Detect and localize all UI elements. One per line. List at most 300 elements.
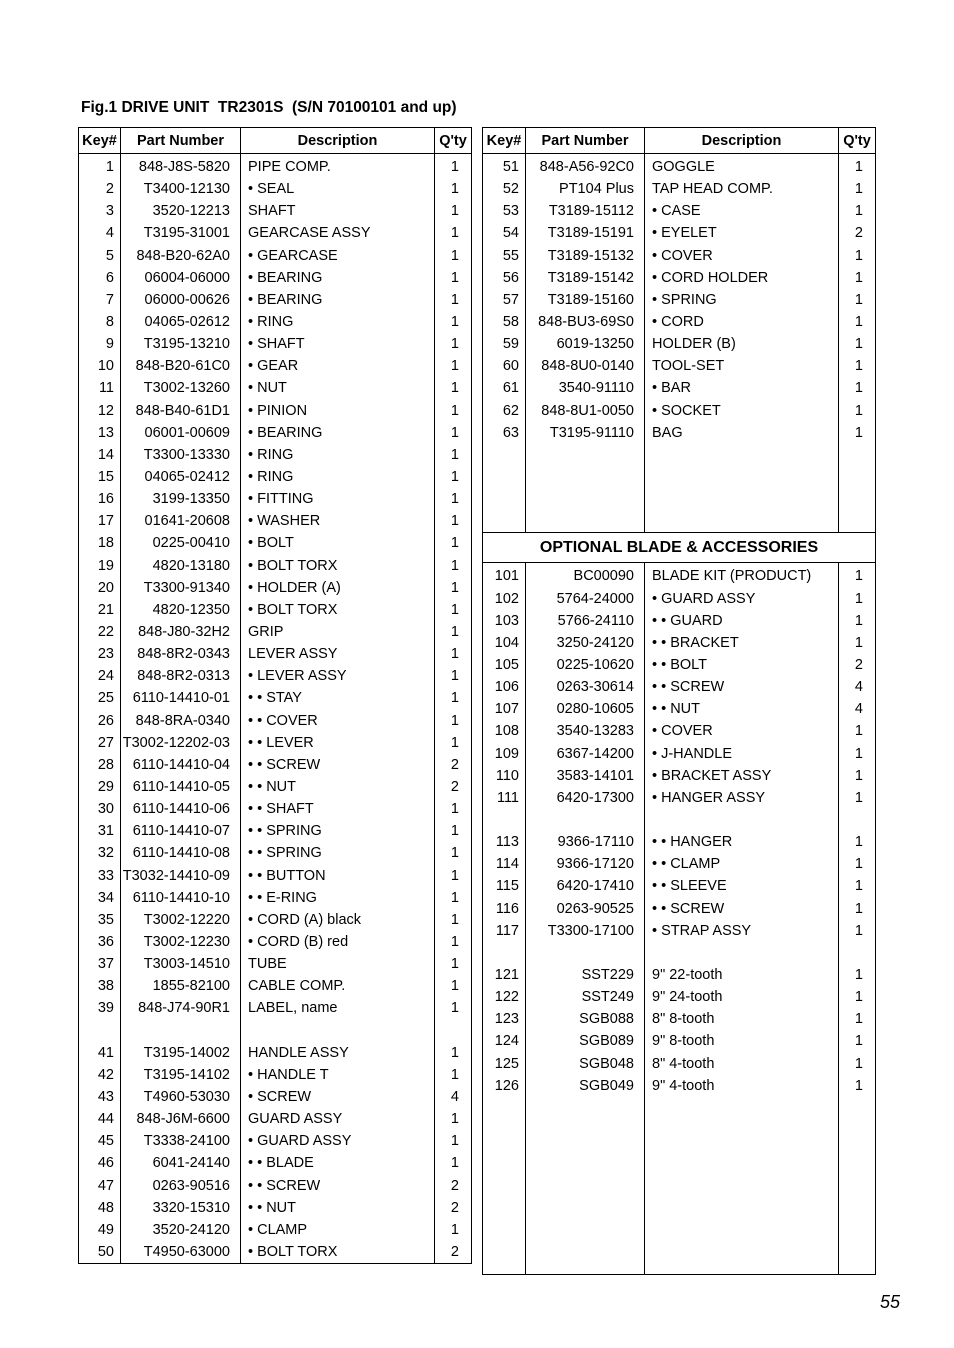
table-row (79, 154, 472, 179)
table-row (79, 422, 472, 444)
table-row (79, 997, 472, 1019)
table-row (79, 887, 472, 909)
cell-part-number: 6110-14410-07 (121, 820, 241, 842)
cell-part-number (526, 1163, 645, 1185)
table-row (79, 444, 472, 466)
cell-part-number: 3520-24120 (121, 1219, 241, 1241)
table-row (483, 1141, 876, 1163)
cell-qty: 1 (839, 898, 876, 920)
cell-qty: 1 (435, 798, 472, 820)
cell-qty: 1 (839, 986, 876, 1008)
cell-qty: 1 (435, 710, 472, 732)
cell-qty: 1 (435, 865, 472, 887)
cell-description: 9" 4-tooth (645, 1075, 839, 1097)
cell-key: 57 (483, 289, 526, 311)
cell-qty: 4 (839, 676, 876, 698)
cell-part-number: 4820-12350 (121, 599, 241, 621)
cell-qty (839, 444, 876, 466)
cell-qty: 1 (839, 377, 876, 399)
cell-description: • • BLADE (241, 1152, 435, 1174)
cell-part-number: 0263-90516 (121, 1174, 241, 1196)
cell-key: 33 (79, 865, 121, 887)
cell-part-number: T3300-91340 (121, 577, 241, 599)
cell-qty (839, 1141, 876, 1163)
table-row (79, 798, 472, 820)
table-row (483, 853, 876, 875)
cell-key: 44 (79, 1108, 121, 1130)
cell-qty: 1 (435, 400, 472, 422)
cell-description (645, 444, 839, 466)
cell-description: • BEARING (241, 422, 435, 444)
cell-key: 27 (79, 732, 121, 754)
cell-key: 4 (79, 222, 121, 244)
cell-qty: 2 (435, 1197, 472, 1219)
cell-description: • BEARING (241, 289, 435, 311)
cell-part-number (526, 1252, 645, 1275)
table-row (483, 1119, 876, 1141)
column-header-qty: Q'ty (839, 128, 876, 154)
cell-description: • • LEVER (241, 732, 435, 754)
table-row (79, 1042, 472, 1064)
table-row (483, 588, 876, 610)
cell-description: LEVER ASSY (241, 643, 435, 665)
table-row (79, 710, 472, 732)
cell-part-number: SGB048 (526, 1052, 645, 1074)
cell-part-number: 6110-14410-05 (121, 776, 241, 798)
cell-part-number: 848-8RA-0340 (121, 710, 241, 732)
cell-part-number: 848-B20-62A0 (121, 245, 241, 267)
cell-key: 103 (483, 610, 526, 632)
cell-description: • GUARD ASSY (241, 1130, 435, 1152)
column-header-part-number: Part Number (526, 128, 645, 154)
cell-qty: 1 (435, 643, 472, 665)
cell-description: LABEL, name (241, 997, 435, 1019)
cell-key: 29 (79, 776, 121, 798)
cell-key (483, 809, 526, 831)
cell-description: • • HANGER (645, 831, 839, 853)
cell-part-number: 0280-10605 (526, 698, 645, 720)
cell-part-number (526, 1097, 645, 1119)
cell-part-number: SGB088 (526, 1008, 645, 1030)
cell-key: 109 (483, 743, 526, 765)
cell-key (483, 488, 526, 510)
table-row (483, 920, 876, 942)
cell-description: • • NUT (645, 698, 839, 720)
cell-part-number: 01641-20608 (121, 510, 241, 532)
cell-description: • SOCKET (645, 400, 839, 422)
cell-key: 36 (79, 931, 121, 953)
cell-part-number: 848-B20-61C0 (121, 355, 241, 377)
cell-description: • • SCREW (645, 898, 839, 920)
cell-description: BLADE KIT (PRODUCT) (645, 563, 839, 588)
cell-key: 9 (79, 333, 121, 355)
cell-part-number: SST249 (526, 986, 645, 1008)
cell-part-number (526, 444, 645, 466)
cell-description: • CASE (645, 200, 839, 222)
cell-key: 122 (483, 986, 526, 1008)
cell-qty (839, 488, 876, 510)
cell-part-number: 0225-00410 (121, 532, 241, 554)
cell-key: 111 (483, 787, 526, 809)
table-row (79, 820, 472, 842)
cell-qty: 1 (839, 853, 876, 875)
table-row (483, 610, 876, 632)
table-row (79, 732, 472, 754)
cell-qty: 1 (435, 289, 472, 311)
cell-part-number: 0263-90525 (526, 898, 645, 920)
section-header-group (483, 533, 876, 563)
cell-description: TUBE (241, 953, 435, 975)
cell-part-number: 06004-06000 (121, 267, 241, 289)
table-row (483, 964, 876, 986)
cell-key: 42 (79, 1064, 121, 1086)
cell-part-number: 6110-14410-04 (121, 754, 241, 776)
cell-part-number: 5764-24000 (526, 588, 645, 610)
cell-qty: 2 (435, 776, 472, 798)
table-row (79, 1197, 472, 1219)
cell-key: 48 (79, 1197, 121, 1219)
cell-qty: 4 (435, 1086, 472, 1108)
cell-qty: 1 (839, 920, 876, 942)
cell-description: 9" 22-tooth (645, 964, 839, 986)
cell-key: 52 (483, 178, 526, 200)
cell-description: • FITTING (241, 488, 435, 510)
cell-qty: 1 (435, 599, 472, 621)
cell-key: 28 (79, 754, 121, 776)
cell-description: • • SHAFT (241, 798, 435, 820)
cell-description (645, 510, 839, 533)
cell-description: PIPE COMP. (241, 154, 435, 179)
cell-description: • CORD (B) red (241, 931, 435, 953)
cell-qty (839, 1252, 876, 1275)
cell-part-number: 6110-14410-08 (121, 842, 241, 864)
cell-qty: 1 (435, 333, 472, 355)
cell-part-number: 3320-15310 (121, 1197, 241, 1219)
cell-description: • BAR (645, 377, 839, 399)
cell-part-number: 848-J6M-6600 (121, 1108, 241, 1130)
cell-qty (839, 1097, 876, 1119)
cell-part-number: SGB089 (526, 1030, 645, 1052)
table-row (483, 1075, 876, 1097)
table-row (79, 1108, 472, 1130)
table-row (79, 909, 472, 931)
table-row (483, 200, 876, 222)
parts-rows-right-top (483, 154, 876, 533)
cell-description: • • NUT (241, 776, 435, 798)
cell-key: 105 (483, 654, 526, 676)
cell-key: 22 (79, 621, 121, 643)
cell-key: 54 (483, 222, 526, 244)
table-row (483, 289, 876, 311)
table-row (483, 986, 876, 1008)
cell-part-number: 06001-00609 (121, 422, 241, 444)
cell-part-number: T3195-14102 (121, 1064, 241, 1086)
table-row (483, 1097, 876, 1119)
table-row (483, 488, 876, 510)
cell-description: • GEAR (241, 355, 435, 377)
cell-qty: 1 (435, 687, 472, 709)
page-number: 55 (880, 1292, 901, 1312)
table-row (483, 632, 876, 654)
cell-qty: 1 (435, 909, 472, 931)
cell-qty (435, 1019, 472, 1041)
cell-part-number: T3189-15160 (526, 289, 645, 311)
cell-key: 59 (483, 333, 526, 355)
cell-qty: 4 (839, 698, 876, 720)
cell-key: 53 (483, 200, 526, 222)
cell-key: 25 (79, 687, 121, 709)
cell-key: 16 (79, 488, 121, 510)
table-row (483, 898, 876, 920)
cell-key: 23 (79, 643, 121, 665)
cell-key: 101 (483, 563, 526, 588)
table-row (79, 466, 472, 488)
cell-key: 63 (483, 422, 526, 444)
cell-part-number: 9366-17120 (526, 853, 645, 875)
cell-part-number: 848-8U0-0140 (526, 355, 645, 377)
table-row (483, 676, 876, 698)
cell-part-number: 6110-14410-01 (121, 687, 241, 709)
cell-key: 56 (483, 267, 526, 289)
cell-qty: 1 (435, 887, 472, 909)
cell-qty: 1 (435, 1042, 472, 1064)
table-row (79, 975, 472, 997)
cell-qty: 1 (839, 355, 876, 377)
cell-part-number: 6019-13250 (526, 333, 645, 355)
cell-key: 10 (79, 355, 121, 377)
table-header-row (79, 128, 472, 154)
cell-qty: 1 (435, 178, 472, 200)
cell-key: 107 (483, 698, 526, 720)
cell-key: 13 (79, 422, 121, 444)
table-row (79, 377, 472, 399)
cell-key: 55 (483, 245, 526, 267)
table-row (79, 289, 472, 311)
cell-qty (839, 1185, 876, 1207)
cell-key: 115 (483, 875, 526, 897)
cell-qty: 1 (839, 245, 876, 267)
cell-description: • CORD (645, 311, 839, 333)
parts-table-right (482, 127, 876, 1275)
cell-part-number (526, 1141, 645, 1163)
cell-part-number: T3002-12230 (121, 931, 241, 953)
table-row (483, 1052, 876, 1074)
cell-description: • SPRING (645, 289, 839, 311)
cell-qty (839, 1230, 876, 1252)
cell-description (645, 1230, 839, 1252)
cell-part-number: 06000-00626 (121, 289, 241, 311)
cell-key (79, 1019, 121, 1041)
cell-part-number: 0225-10620 (526, 654, 645, 676)
cell-part-number (526, 1207, 645, 1229)
cell-qty: 1 (435, 1130, 472, 1152)
table-row (483, 178, 876, 200)
cell-key: 114 (483, 853, 526, 875)
cell-part-number: 848-J80-32H2 (121, 621, 241, 643)
cell-description: BAG (645, 422, 839, 444)
cell-part-number (526, 510, 645, 533)
cell-qty: 1 (435, 200, 472, 222)
cell-qty: 1 (839, 831, 876, 853)
cell-part-number: T3189-15112 (526, 200, 645, 222)
cell-key: 46 (79, 1152, 121, 1174)
cell-part-number: 848-B40-61D1 (121, 400, 241, 422)
cell-description: SHAFT (241, 200, 435, 222)
cell-description (645, 488, 839, 510)
cell-key: 51 (483, 154, 526, 179)
cell-key: 21 (79, 599, 121, 621)
cell-description: • RING (241, 466, 435, 488)
cell-description: • • SLEEVE (645, 875, 839, 897)
cell-description: • • GUARD (645, 610, 839, 632)
cell-part-number: T3338-24100 (121, 1130, 241, 1152)
cell-qty: 1 (839, 178, 876, 200)
cell-part-number: PT104 Plus (526, 178, 645, 200)
cell-qty: 1 (435, 444, 472, 466)
cell-qty: 1 (839, 720, 876, 742)
cell-key: 113 (483, 831, 526, 853)
cell-description: TAP HEAD COMP. (645, 178, 839, 200)
cell-key: 106 (483, 676, 526, 698)
cell-key: 110 (483, 765, 526, 787)
cell-qty: 1 (435, 510, 472, 532)
cell-qty: 1 (839, 1075, 876, 1097)
cell-description: • • STAY (241, 687, 435, 709)
cell-key (483, 1252, 526, 1275)
cell-qty (839, 1119, 876, 1141)
cell-qty (839, 1163, 876, 1185)
table-row (483, 1252, 876, 1275)
cell-key: 37 (79, 953, 121, 975)
cell-part-number: 848-J74-90R1 (121, 997, 241, 1019)
cell-part-number: 848-J8S-5820 (121, 154, 241, 179)
table-row (79, 510, 472, 532)
table-row (483, 698, 876, 720)
cell-key: 49 (79, 1219, 121, 1241)
cell-description (645, 1185, 839, 1207)
cell-part-number (526, 1119, 645, 1141)
cell-description: • CLAMP (241, 1219, 435, 1241)
cell-key: 60 (483, 355, 526, 377)
cell-qty: 1 (435, 975, 472, 997)
cell-key (483, 942, 526, 964)
parts-table-left (78, 127, 472, 1264)
cell-description: • BOLT TORX (241, 1241, 435, 1264)
cell-part-number: 848-A56-92C0 (526, 154, 645, 179)
cell-qty: 1 (839, 311, 876, 333)
table-row (79, 200, 472, 222)
cell-description: • BOLT TORX (241, 555, 435, 577)
table-row (483, 422, 876, 444)
parts-rows-left (79, 154, 472, 1264)
cell-description: HANDLE ASSY (241, 1042, 435, 1064)
cell-description: • SEAL (241, 178, 435, 200)
cell-description: GUARD ASSY (241, 1108, 435, 1130)
cell-key: 108 (483, 720, 526, 742)
table-row (79, 355, 472, 377)
table-row (79, 1152, 472, 1174)
cell-qty: 2 (435, 1241, 472, 1264)
table-row (483, 400, 876, 422)
cell-qty: 1 (839, 1030, 876, 1052)
cell-qty: 1 (839, 333, 876, 355)
cell-key: 26 (79, 710, 121, 732)
cell-key: 123 (483, 1008, 526, 1030)
table-row (79, 931, 472, 953)
cell-key: 38 (79, 975, 121, 997)
cell-key (483, 466, 526, 488)
table-row (483, 222, 876, 244)
cell-key: 3 (79, 200, 121, 222)
cell-description (645, 1252, 839, 1275)
cell-part-number: 6367-14200 (526, 743, 645, 765)
cell-key: 121 (483, 964, 526, 986)
cell-description: • • SPRING (241, 842, 435, 864)
cell-qty: 1 (435, 577, 472, 599)
cell-key (483, 444, 526, 466)
cell-key (483, 510, 526, 533)
cell-part-number: 848-8R2-0313 (121, 665, 241, 687)
cell-part-number: 848-BU3-69S0 (526, 311, 645, 333)
cell-key (483, 1119, 526, 1141)
cell-qty: 1 (435, 732, 472, 754)
cell-key: 45 (79, 1130, 121, 1152)
cell-part-number: T3400-12130 (121, 178, 241, 200)
cell-qty: 1 (435, 931, 472, 953)
table-row (79, 245, 472, 267)
cell-description: • HANDLE T (241, 1064, 435, 1086)
cell-qty: 1 (839, 875, 876, 897)
cell-description: GEARCASE ASSY (241, 222, 435, 244)
table-row (79, 687, 472, 709)
cell-part-number: 848-8R2-0343 (121, 643, 241, 665)
cell-part-number: SST229 (526, 964, 645, 986)
cell-key: 15 (79, 466, 121, 488)
cell-description: • GUARD ASSY (645, 588, 839, 610)
table-row (79, 333, 472, 355)
cell-part-number (526, 488, 645, 510)
cell-part-number: T3189-15142 (526, 267, 645, 289)
cell-part-number: 3250-24120 (526, 632, 645, 654)
cell-part-number: T3002-13260 (121, 377, 241, 399)
table-header-row (483, 128, 876, 154)
cell-description: • BOLT (241, 532, 435, 554)
cell-part-number: 6420-17410 (526, 875, 645, 897)
cell-description: • J-HANDLE (645, 743, 839, 765)
cell-description: • RING (241, 444, 435, 466)
table-row (483, 720, 876, 742)
figure-title: Fig.1 DRIVE UNIT TR2301S (S/N 70100101 and up) (81, 99, 457, 116)
cell-part-number: T3032-14410-09 (121, 865, 241, 887)
table-row (79, 599, 472, 621)
table-row (483, 267, 876, 289)
column-header-key: Key# (483, 128, 526, 154)
cell-key: 104 (483, 632, 526, 654)
cell-description: • • CLAMP (645, 853, 839, 875)
cell-part-number: 04065-02412 (121, 466, 241, 488)
cell-description: • • SCREW (241, 1174, 435, 1196)
table-row (79, 1174, 472, 1196)
cell-qty: 1 (839, 588, 876, 610)
table-row (79, 1219, 472, 1241)
cell-qty: 2 (839, 654, 876, 676)
cell-qty: 1 (839, 1052, 876, 1074)
table-row (79, 643, 472, 665)
cell-part-number: 3583-14101 (526, 765, 645, 787)
column-header-part-number: Part Number (121, 128, 241, 154)
cell-qty: 1 (435, 377, 472, 399)
table-row (79, 488, 472, 510)
